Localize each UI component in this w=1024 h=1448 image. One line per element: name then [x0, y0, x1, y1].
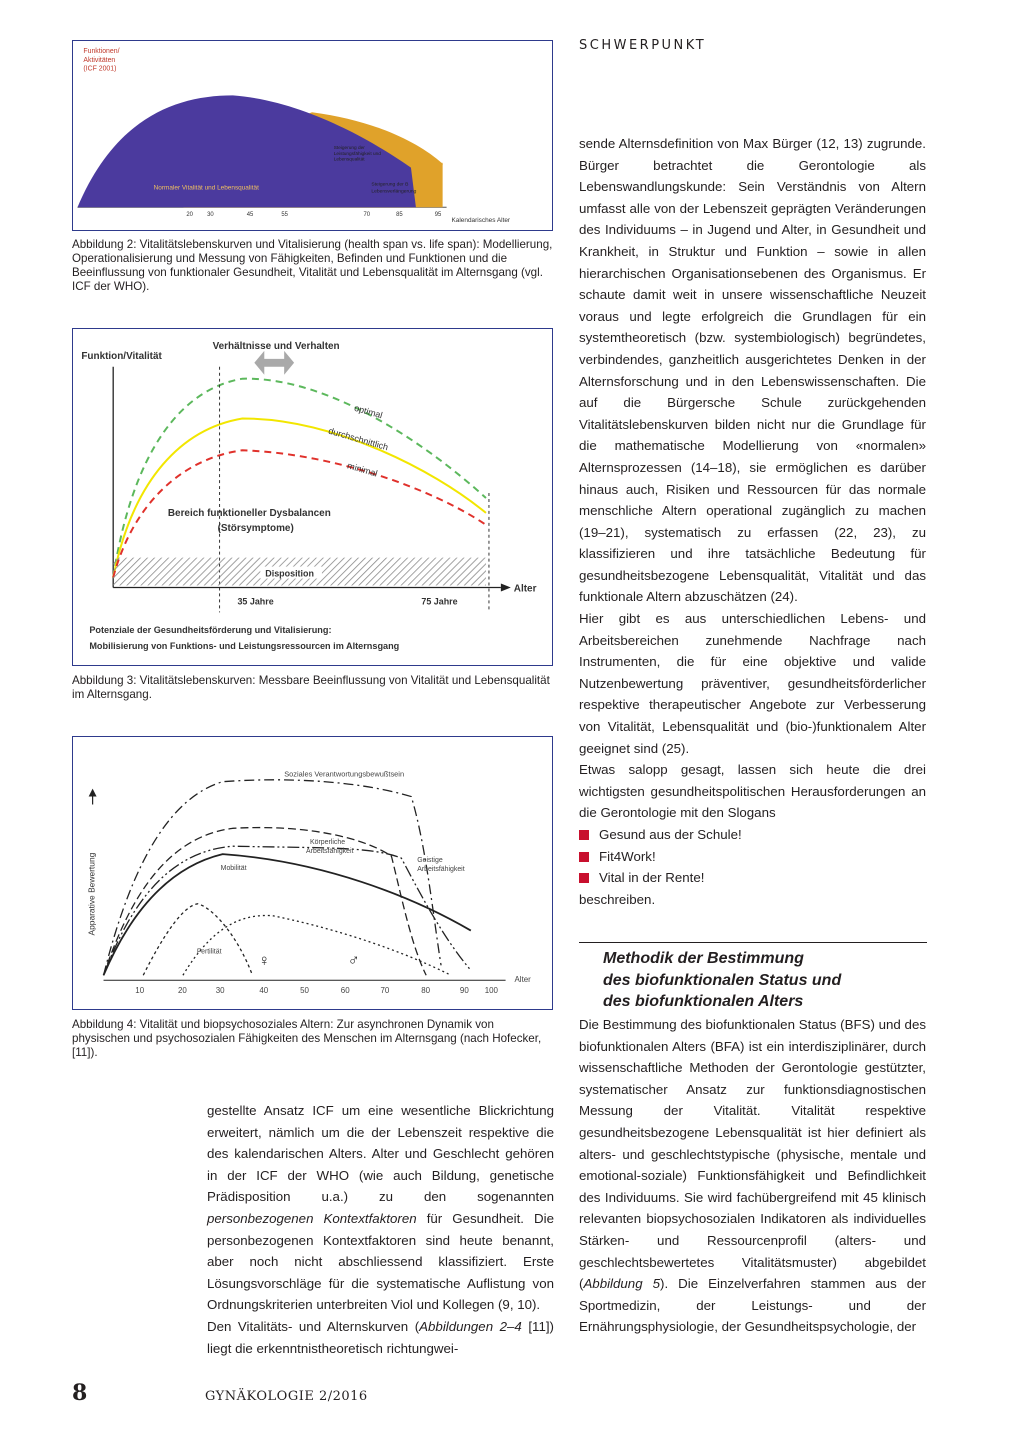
fig2-tick-2: 30 [207, 212, 214, 219]
figure-3-caption: Abbildung 3: Vitalitätslebenskurven: Messbare Beeinflussung von Vitalität und Lebensqualität im Alternsgang. [72, 674, 550, 701]
right-body-column [579, 133, 926, 910]
fig3-label-optimal: optimal [353, 402, 384, 421]
left-body-column [207, 1100, 554, 1359]
figure-2-caption: Abbildung 2: Vitalitätslebenskurven und Vitalisierung (health span vs. life span): Modellierung, Operationalisierung und Messung von Fähigkeiten, Befinden und Funktionen und die Beeinflussung von funktionaler Gesundheit, Vitalität und Lebensqualität im Alternsgang (vgl. ICF der WHO). [72, 238, 553, 293]
journal-name: GYNÄKOLOGIE 2/2016 [205, 1389, 368, 1404]
fig4-tick-10: 100 [484, 986, 498, 996]
right-paragraph-4: beschreiben. [579, 891, 656, 907]
fig4-x-label: Alter [514, 975, 531, 985]
fig4-tick-5: 50 [300, 986, 309, 996]
fig2-ylabel-1: Funktionen/ [83, 47, 120, 55]
page-number: 8 [72, 1380, 88, 1406]
fig2-label-lower-2: Lebensverlängerung [371, 189, 417, 195]
fig4-curve-social [104, 780, 442, 975]
fig3-zone-1: Bereich funktioneller Dysbalancen [167, 507, 331, 519]
fig4-label-fertility: Fertilität [196, 948, 222, 956]
figure-4-caption: Abbildung 4: Vitalität und biopsychosoziales Altern: Zur asynchronen Dynamik von physischen und psychosozialen Fähigkeiten des Menschen im Alternsgang (nach Hofecker, [11]). [72, 1018, 542, 1059]
red-square-bullet-icon [579, 830, 589, 840]
fig3-label-minimal: minimal [346, 460, 379, 479]
fig3-bottom-1: Potenziale der Gesundheitsförderung und Vitalisierung: [89, 625, 332, 636]
fig3-curve-optimal [113, 379, 486, 578]
fig2-tick-7: 95 [434, 212, 442, 219]
right-paragraph-1: sende Alternsdefinition von Max Bürger (12, 13) zugrunde. Bürger betrachtet die Gerontologie als Lebenswandlungskunde: Sein Verständnis von Altern umfasst alle von der Lebenszeit geprägten Veränderungen des Individuums – in Jugend und Alter, in Gesundheit und Krankheit, in Struktur und Funktion – sowie in allen hierarchischen Organisationsebenen des Organismus. Er schaute damit weit in unsere wissenschaftliche Neuzeit voraus und legte erfolgreich die Grundlagen für ein systemtheoretisch (bzw. systembiologisch) begründetes, verbindendes, ganzheitlich ausgerichtetes Denken in der Alternsforschung und in den Lebenswissenschaften. Die auf die Bürgersche Schule zurückgehenden Vitalitätslebenskurven bilden nicht nur die Grundlage für die mathematische Modellierung von «normalen» Alternsprozessen (14–18), sie ermöglichen es darüber hinaus auch, Risiken und Ressourcen für das normale menschliche Altern operational zugänglich zu machen (19–21), systematisch zu erfassen (22, 23), zu klassifizieren und ihre tatsächliche Bedeutung für gesundheitsbezogene Lebensqualität, Vitalität und das funktionale Altern abzuschätzen (24). [579, 136, 926, 605]
fig3-zone-2: (Störsymptome) [217, 522, 294, 534]
section-divider [579, 942, 927, 943]
fig4-label-physical-2: Arbeitsfähigkeit [306, 848, 354, 856]
fig2-tick-5: 70 [363, 212, 371, 219]
fig3-y-label: Funktion/Vitalität [81, 350, 162, 362]
fig4-tick-4: 40 [259, 986, 269, 996]
left-paragraph-1: gestellte Ansatz ICF um eine wesentliche Blickrichtung erweitert, nämlich um die der Lebenszeit respektive die des kalendarischen Alters. Alter und Geschlecht gehören in der ICF der WHO (wie auch Bildung, genetische Prädisposition u.a.) zu den sogenannten personbezogenen Kontextfaktoren für Gesundheit. Die personbezogenen Kontextfaktoren sind heute benannt, aber noch nicht abschliessend klassifiziert. Erste Lösungsvorschläge für die systematische Auflistung von Ordnungskriterien unterbreiten Viol und Kollegen (9, 10). [207, 1103, 554, 1313]
fig2-tick-6: 85 [396, 212, 403, 219]
fig4-label-mobility: Mobilität [220, 865, 247, 873]
fig4-tick-8: 80 [421, 986, 431, 996]
red-square-bullet-icon [579, 873, 589, 883]
fig2-label-upper-1: Steigerung der [333, 145, 365, 151]
section-header: SCHWERPUNKT [579, 38, 707, 53]
fig2-tick-1: 20 [186, 212, 193, 219]
slogan-list [579, 824, 926, 889]
figure-3 [72, 328, 553, 666]
right-paragraph-3: Etwas salopp gesagt, lassen sich heute die drei wichtigsten gesundheitspolitischen Herausforderungen an die Gerontologie mit den Slogans [579, 762, 926, 821]
fig3-curve-average [113, 418, 486, 577]
fig3-disposition-label: Disposition [265, 568, 314, 579]
fig2-tick-3: 45 [246, 212, 254, 219]
fig3-age-75: 75 Jahre [421, 596, 458, 607]
right-paragraph-2: Hier gibt es aus unterschiedlichen Lebens- und Arbeitsbereichen zunehmende Nachfrage nach Instrumenten, die für eine objektive und valide Nutzenbewertung präventiver, gesundheitsförderlicher respektive therapeutischer Angebote zur Verbesserung von Vitalität, Lebensqualität und (bio-)funktionalem Alter geeignet sind (25). [579, 611, 926, 756]
fig4-curve-mental [104, 846, 471, 975]
fig4-tick-9: 90 [459, 986, 469, 996]
fig2-label-normal: Normaler Vitalität und Lebensqualität [153, 184, 259, 192]
section-heading: Methodik der Bestimmung des biofunktionalen Status und des biofunktionalen Alters [603, 950, 842, 1010]
right-paragraph-5: Die Bestimmung des biofunktionalen Status (BFS) und des biofunktionalen Alters (BFA) ist ein interdisziplinärer, durch wissenschaftliche Methoden der Gerontologie gestützter, systematischer Ansatz zur funktionsdiagnostischen Messung der Vitalität. Vitalität respektive gesundheitsbezogene Lebensqualität ist hier definiert als alters- und geschlechtstypische (physische, mentale und emotional-soziale) Funktionsfähigkeit und Befindlichkeit des Individuums. Sie wird fachübergreifend mit 45 klinisch relevanten biopsychosozialen Indikatoren als individuelles Stärken- und Ressourcenprofil (alters- und geschlechtsbewertetes Vitalitätsmuster) abgebildet (Abbildung 5). Die Einzelverfahren stammen aus der Sportmedizin, der Leistungs- und der Ernährungsphysiologie, der Gesundheitspsychologie, der [579, 1017, 926, 1335]
fig4-tick-6: 60 [340, 986, 350, 996]
figure-4-graphic [73, 737, 552, 1009]
fig2-x-axis-label: Kalendarisches Alter [451, 217, 511, 225]
fig3-bottom-2: Mobilisierung von Funktions- und Leistungsressourcen im Alternsgang [89, 641, 400, 652]
fig3-label-average: durchschnittlich [327, 425, 390, 453]
slogan-item: Gesund aus der Schule! [579, 824, 926, 846]
figure-4 [72, 736, 553, 1010]
fig4-tick-2: 20 [177, 986, 187, 996]
fig4-symbol-male: ♂ [347, 952, 360, 970]
fig4-label-physical-1: Körperliche [310, 839, 346, 847]
fig3-double-arrow [254, 351, 294, 375]
fig2-label-lower-1: Steigerung der B [371, 182, 409, 188]
fig4-tick-7: 70 [380, 986, 390, 996]
fig4-tick-1: 10 [135, 986, 145, 996]
figure-3-graphic [73, 329, 552, 665]
figure-2-graphic [73, 41, 552, 230]
fig4-label-mental-2: Arbeitsfähigkeit [417, 866, 465, 874]
right-body-column-lower [579, 1014, 926, 1338]
fig2-tick-4: 55 [281, 212, 288, 219]
fig4-curve-mobility [104, 854, 471, 975]
fig4-symbol-female: ♀ [258, 952, 271, 970]
fig2-ylabel-2: Aktivitäten [83, 56, 116, 64]
fig3-top-label: Verhältnisse und Verhalten [212, 340, 340, 352]
slogan-item: Fit4Work! [579, 846, 926, 868]
fig3-x-label: Alter [513, 583, 537, 595]
fig4-y-label: Apparative Bewertung [86, 852, 97, 936]
fig4-tick-3: 30 [215, 986, 225, 996]
figure-2 [72, 40, 553, 231]
slogan-item: Vital in der Rente! [579, 867, 926, 889]
fig4-curve-fertility-female [143, 904, 252, 975]
fig2-label-upper-2: Leistungsfähigkeit und [333, 151, 381, 157]
fig2-label-upper-3: Lebensqualität [333, 157, 365, 163]
fig2-ylabel-3: (ICF 2001) [83, 65, 117, 73]
fig3-age-35: 35 Jahre [237, 596, 274, 607]
red-square-bullet-icon [579, 852, 589, 862]
fig4-label-mental-1: Geistige [417, 857, 443, 865]
fig4-label-social: Soziales Verantwortungsbewußtsein [284, 769, 405, 779]
left-paragraph-2: Den Vitalitäts- und Alternskurven (Abbildungen 2–4 [11]) liegt die erkenntnistheoretisch richtungwei- [207, 1318, 554, 1356]
